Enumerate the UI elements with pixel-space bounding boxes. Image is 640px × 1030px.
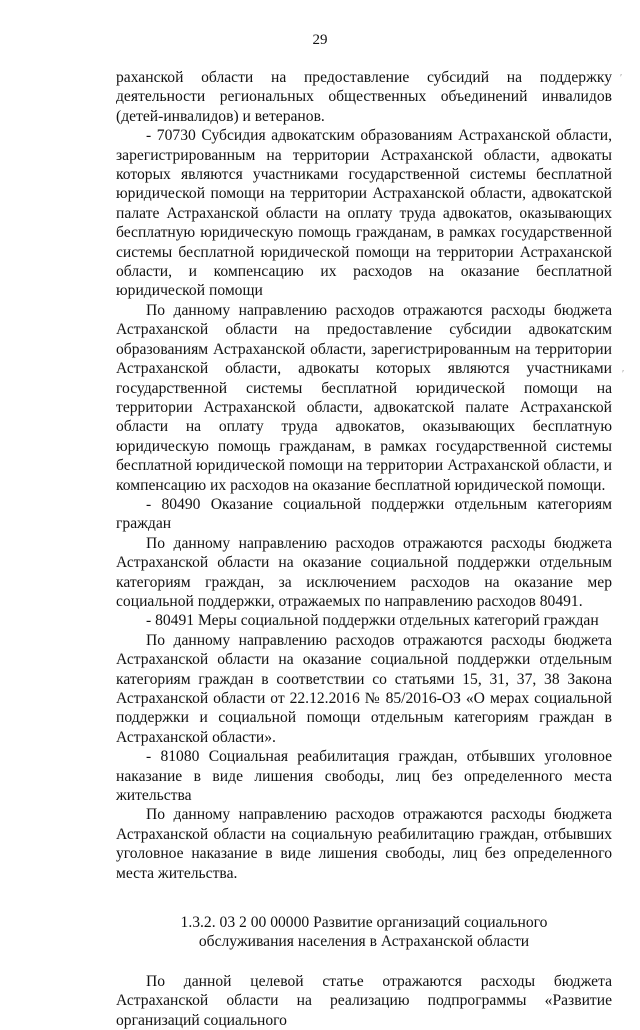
section-heading-line-1: 1.3.2. 03 2 00 00000 Развитие организаций социального [180, 914, 548, 932]
paragraph-continuation: раханской области на предоставление субсидий на поддержку деятельности региональных общественных объединений инвалидов (детей-инвалидов) и ветеранов. [116, 69, 612, 125]
paragraph-81080-description: По данному направлению расходов отражаются расходы бюджета Астраханской области на социальную реабилитацию граждан, отбывших уголовное наказание в виде лишения свободы, лиц без определенного места жительства. [116, 806, 612, 882]
paragraph-80491-description: По данному направлению расходов отражаются расходы бюджета Астраханской области на оказание социальной поддержки отдельным категориям граждан в соответствии со статьями 15, 31, 37, 38 Закона Астраханской области от 22.12.2016 № 85/2016-ОЗ «О мерах социальной поддержки и социальной помощи отдельным категориям граждан в Астраханской области». [116, 631, 612, 746]
paragraph-section-intro: По данной целевой статье отражаются расходы бюджета Астраханской области на реализацию подпрограммы «Развитие организаций социального [116, 972, 612, 1029]
margin-mark: ʹ [622, 369, 625, 380]
paragraph-80490-description: По данному направлению расходов отражаются расходы бюджета Астраханской области на оказание социальной поддержки отдельным категориям граждан, за исключением расходов на оказание мер социальной поддержки, отражаемых по направлению расходов 80491. [116, 534, 612, 610]
section-heading-line-2: обслуживания населения в Астраханской области [198, 933, 530, 951]
page-body [116, 68, 612, 1030]
list-item-70730: - 70730 Субсидия адвокатским образованиям Астраханской области, зарегистрированным на территории Астраханской области, адвокаты которых являются участниками государственной системы бесплатной юридической помощи на территории Астраханской области, адвокатской палате Астраханской области на оплату труда адвокатов, оказывающих бесплатную юридическую помощь гражданам, в рамках государственной системы бесплатной юридической помощи на территории Астраханской области, и компенсацию их расходов на оказание бесплатной юридической помощи [116, 127, 612, 300]
list-item-81080: - 81080 Социальная реабилитация граждан, отбывших уголовное наказание в виде лишения свободы, лиц без определенного места жительства [116, 748, 612, 805]
list-item-80490: - 80490 Оказание социальной поддержки отдельным категориям граждан [116, 495, 612, 533]
list-item-80491: - 80491 Меры социальной поддержки отдельных категорий граждан [146, 612, 599, 630]
page-number: 29 [312, 32, 328, 48]
section-heading [116, 913, 612, 952]
margin-mark: ʹ [620, 73, 623, 84]
paragraph-70730-description: По данному направлению расходов отражаются расходы бюджета Астраханской области на предоставление субсидии адвокатским образованиям Астраханской области, зарегистрированным на территории Астраханской области, адвокаты которых являются участниками государственной системы бесплатной юридической помощи на территории Астраханской области, адвокатской палате Астраханской области на оплату труда адвокатов, оказывающих бесплатную юридическую помощь гражданам, в рамках государственной системы бесплатной юридической помощи на территории Астраханской области, и компенсацию их расходов на оказание бесплатной юридической помощи. [116, 301, 612, 494]
